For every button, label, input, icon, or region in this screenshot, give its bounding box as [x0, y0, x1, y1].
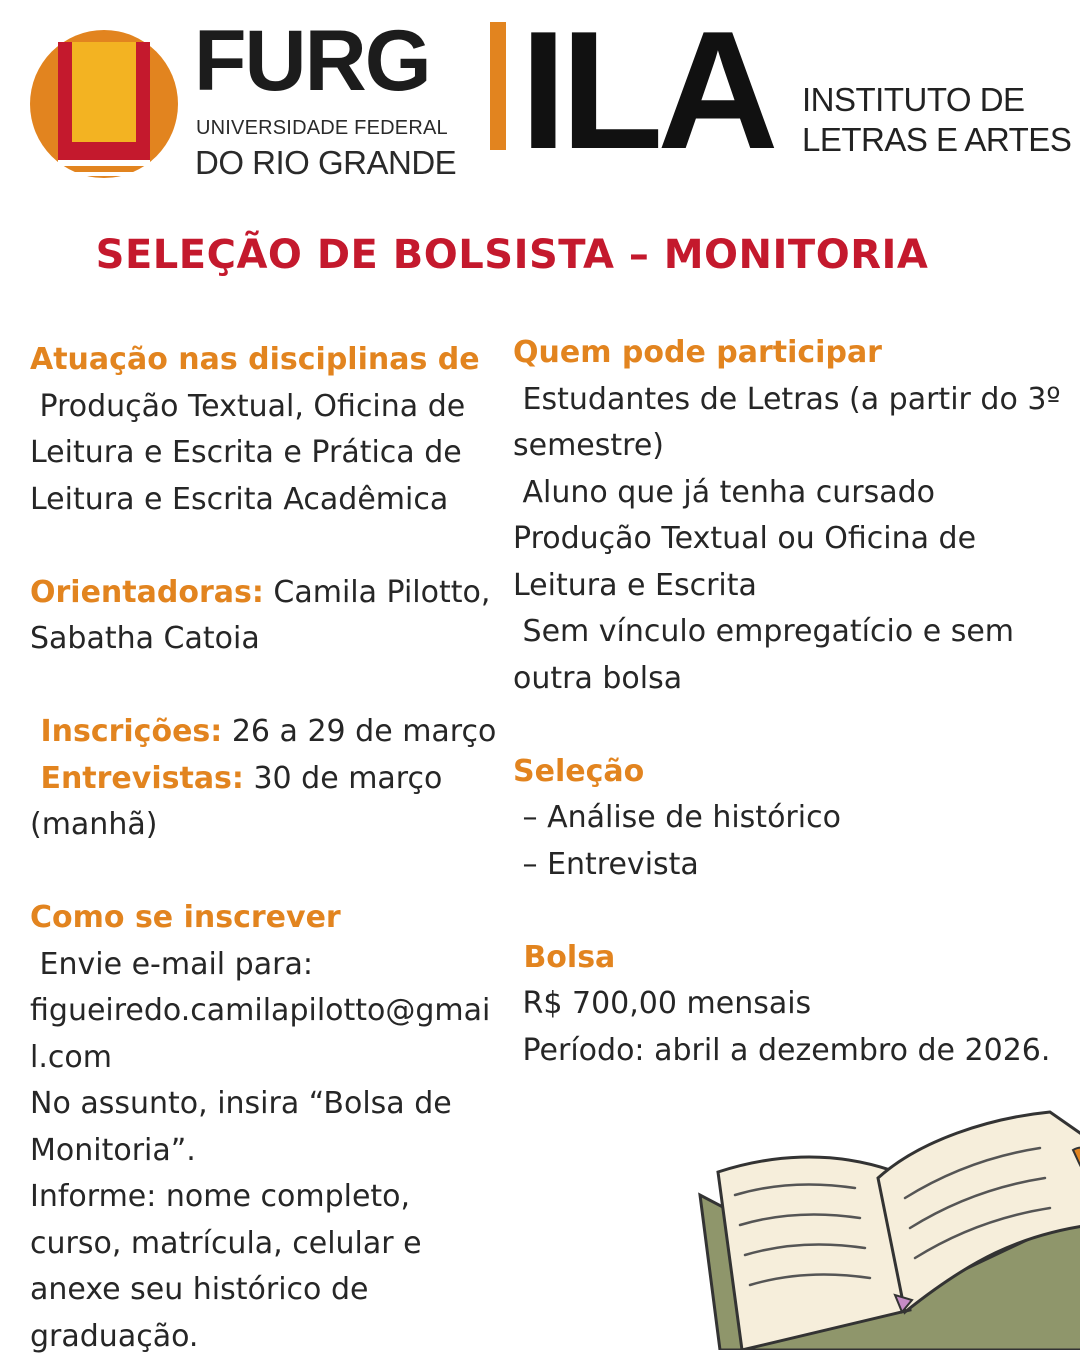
selecao-line: – Entrevista: [513, 842, 1080, 889]
quem-line: outra bolsa: [513, 656, 1080, 703]
inscricoes-line: [30, 709, 510, 756]
left-column: [30, 337, 510, 1360]
quem-line: Estudantes de Letras (a partir do 3º: [513, 377, 1080, 424]
quem-line: Produção Textual ou Oficina de: [513, 516, 1080, 563]
ila-subtitle-line2: LETRAS E ARTES: [802, 120, 1071, 160]
quem-line: semestre): [513, 423, 1080, 470]
como-line: Envie e-mail para:: [30, 942, 510, 989]
orientadoras-line2: Sabatha Catoia: [30, 616, 510, 663]
orientadoras-value: Camila Pilotto,: [264, 575, 491, 610]
bolsa-heading: Bolsa: [513, 935, 1080, 982]
selecao-heading: Seleção: [513, 749, 1080, 796]
entrevistas-line2: (manhã): [30, 802, 510, 849]
como-line: Monitoria”.: [30, 1128, 510, 1175]
furg-subtitle-line1: UNIVERSIDADE FEDERAL: [196, 117, 448, 140]
atuacao-line: Leitura e Escrita e Prática de: [30, 430, 510, 477]
bolsa-line: R$ 700,00 mensais: [513, 981, 1080, 1028]
como-line: Informe: nome completo,: [30, 1174, 510, 1221]
open-book-icon: [690, 1100, 1080, 1350]
inscricoes-value: 26 a 29 de março: [222, 714, 496, 749]
ila-accent-bar: [490, 22, 506, 150]
furg-logo-icon: [28, 28, 180, 180]
quem-line: Sem vínculo empregatício e sem: [513, 609, 1080, 656]
atuacao-heading: Atuação nas disciplinas de: [30, 337, 510, 384]
ila-subtitle: [802, 80, 1071, 160]
right-column: [513, 330, 1080, 1074]
inscricoes-label: Inscrições:: [30, 714, 222, 749]
como-line: graduação.: [30, 1314, 510, 1360]
atuacao-line: Leitura e Escrita Acadêmica: [30, 477, 510, 524]
orientadoras-line: [30, 570, 510, 617]
entrevistas-line: [30, 756, 510, 803]
email-address[interactable]: figueiredo.camilapilotto@gmai: [30, 988, 510, 1035]
ila-name: ILA: [520, 6, 773, 174]
bolsa-line: Período: abril a dezembro de 2026.: [513, 1028, 1080, 1075]
quem-line: Aluno que já tenha cursado: [513, 470, 1080, 517]
como-line: anexe seu histórico de: [30, 1267, 510, 1314]
quem-line: Leitura e Escrita: [513, 563, 1080, 610]
page-title: SELEÇÃO DE BOLSISTA – MONITORIA: [0, 232, 1024, 278]
atuacao-line: Produção Textual, Oficina de: [30, 384, 510, 431]
email-address-end[interactable]: l.com: [30, 1035, 510, 1082]
ila-subtitle-line1: INSTITUTO DE: [802, 80, 1071, 120]
como-heading: Como se inscrever: [30, 895, 510, 942]
como-line: curso, matrícula, celular e: [30, 1221, 510, 1268]
orientadoras-label: Orientadoras:: [30, 575, 264, 610]
entrevistas-value: 30 de março: [244, 761, 442, 796]
como-line: No assunto, insira “Bolsa de: [30, 1081, 510, 1128]
entrevistas-label: Entrevistas:: [30, 761, 244, 796]
quem-heading: Quem pode participar: [513, 330, 1080, 377]
furg-name: FURG: [194, 18, 430, 104]
furg-subtitle-line2: DO RIO GRANDE: [195, 144, 456, 182]
selecao-line: – Análise de histórico: [513, 795, 1080, 842]
